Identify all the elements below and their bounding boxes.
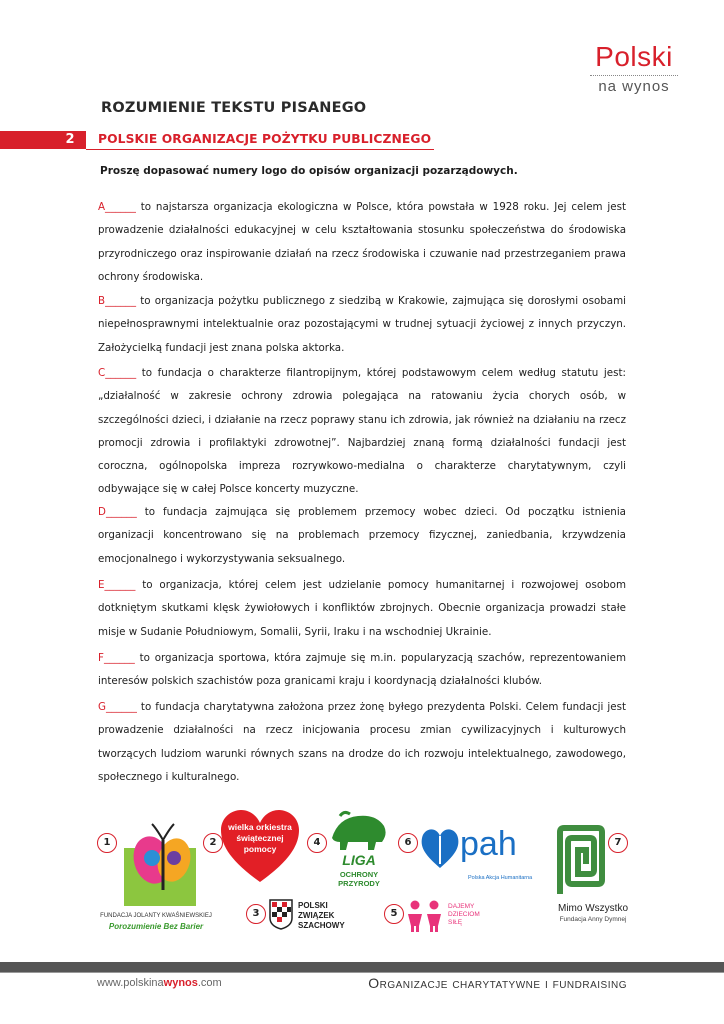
paragraph-a bbox=[98, 196, 626, 289]
paragraph-d-text: to fundacja zajmująca się problemem przemocy wobec dzieci. Od początku istnienia organizacji koncentrowano się na problemach przemocy fizycznej, zaniedbania, krzywdzenia emocjonalnego i wykorzystywania seksualnego. bbox=[98, 506, 626, 565]
brand-logo bbox=[584, 42, 684, 95]
pah-hands-icon bbox=[418, 824, 464, 872]
logo-3-number: 3 bbox=[246, 904, 266, 924]
footer-bar bbox=[0, 962, 724, 972]
logo-5-number: 5 bbox=[384, 904, 404, 924]
exercise-instruction: Proszę dopasować numery logo do opisów organizacji pozarządowych. bbox=[100, 165, 518, 177]
paragraph-g bbox=[98, 696, 626, 789]
brand-tagline: na wynos bbox=[598, 78, 670, 95]
logo-2-number: 2 bbox=[203, 833, 223, 853]
exercise-number: 2 bbox=[65, 132, 75, 147]
footer-url[interactable]: www.polskinawynos.com bbox=[97, 977, 222, 989]
paragraph-f-text: to organizacja sportowa, która zajmuje się m.in. popularyzacją szachów, reprezentowaniem interesów polskich szachistów poza granicami kraju i koordynacją działalności klubów. bbox=[98, 652, 626, 688]
logo-3-caption-2: ZWIĄZEK bbox=[298, 911, 335, 920]
logo-2-caption-1: wielka orkiestra bbox=[228, 822, 292, 832]
answer-blank-c[interactable]: C______ bbox=[98, 367, 137, 379]
logo-1-number: 1 bbox=[97, 833, 117, 853]
logo-5-caption-2: DZIECIOM bbox=[448, 911, 480, 918]
answer-blank-b[interactable]: B______ bbox=[98, 295, 136, 307]
children-icon bbox=[405, 900, 445, 932]
bison-icon bbox=[330, 808, 390, 852]
spiral-icon bbox=[556, 824, 606, 900]
logo-1-caption-2: Porozumienie Bez Barier bbox=[108, 922, 204, 931]
logo-4-caption-3: PRZYRODY bbox=[338, 879, 380, 888]
answer-blank-d[interactable]: D______ bbox=[98, 506, 137, 518]
logo-3-caption-3: SZACHOWY bbox=[298, 921, 345, 930]
logo-5-caption-3: SIŁĘ bbox=[448, 919, 463, 926]
exercise-title: POLSKIE ORGANIZACJE POŻYTKU PUBLICZNEGO bbox=[98, 132, 432, 146]
paragraph-b bbox=[98, 290, 626, 360]
paragraph-f bbox=[98, 647, 626, 694]
logo-4-caption-1: LIGA bbox=[342, 852, 376, 868]
logo-7-caption-2: Fundacja Anny Dymnej bbox=[559, 916, 627, 923]
footer-line bbox=[0, 972, 724, 973]
logo-5-caption-1: DAJEMY bbox=[448, 903, 475, 910]
paragraph-b-text: to organizacja pożytku publicznego z siedzibą w Krakowie, zajmująca się dorosłymi osobami niepełnosprawnymi intelektualnie oraz pozostającymi w trudnej sytuacji życiowej z innych przyczyn. Założycielką fundacji jest znana polska aktorka. bbox=[98, 295, 626, 354]
brand-name: Polski bbox=[595, 41, 673, 72]
logo-6-caption-2: Polska Akcja Humanitarna bbox=[468, 875, 533, 881]
logo-4-number: 4 bbox=[307, 833, 327, 853]
answer-blank-e[interactable]: E______ bbox=[98, 579, 136, 591]
paragraph-d bbox=[98, 501, 626, 571]
section-title: ROZUMIENIE TEKSTU PISANEGO bbox=[101, 100, 367, 116]
brand-divider bbox=[590, 75, 678, 76]
logo-1-caption-1: FUNDACJA JOLANTY KWAŚNIEWSKIEJ bbox=[100, 913, 212, 919]
answer-blank-f[interactable]: F______ bbox=[98, 652, 135, 664]
paragraph-c-text: to fundacja o charakterze filantropijnym, której podstawowym celem według statutu jest: „działalność w zakresie ochrony zdrowia polegająca na ratowaniu życia chorych osób, w szczególności dzieci, i działanie na rzecz poprawy stanu ich zdrowia, jak również na działaniu na rzecz promocji zdrowia i profilaktyki zdrowotnej”. Najbardziej znaną formą działalności fundacji jest coroczna, ogólnopolska impreza rozrywkowo-medialna o charakterze charytatywnym, czyli odbywające się w całej Polsce koncerty muzyczne. bbox=[98, 367, 626, 496]
logo-2-caption-2: świątecznej bbox=[236, 833, 284, 843]
paragraph-g-text: to fundacja charytatywna założona przez żonę byłego prezydenta Polski. Celem fundacji jest prowadzenie działalności na rzecz inicjowania procesu zmian cywilizacyjnych i kulturowych tworzących ludziom warunki równych szans na drodze do ich rozwoju intelektualnego, zawodowego, społecznego i kulturalnego. bbox=[98, 701, 626, 783]
paragraph-e-text: to organizacja, której celem jest udzielanie pomocy humanitarnej i rozwojowej osobom dotkniętym skutkami klęsk żywiołowych i konfliktów zbrojnych. Obecnie organizacja prowadzi stałe misje w Sudanie Południowym, Somalii, Syrii, Iraku i na wschodniej Ukrainie. bbox=[98, 579, 626, 638]
footer-title: Organizacje charytatywne i fundraising bbox=[368, 975, 627, 991]
answer-blank-a[interactable]: A______ bbox=[98, 201, 136, 213]
logo-2-caption-3: pomocy bbox=[243, 844, 277, 854]
logos-area bbox=[0, 800, 724, 950]
logo-6-caption-1: pah bbox=[460, 825, 517, 863]
paragraph-c bbox=[98, 362, 626, 502]
logo-7-caption-1: Mimo Wszystko bbox=[558, 903, 628, 914]
paragraph-a-text: to najstarsza organizacja ekologiczna w Polsce, która powstała w 1928 roku. Jej celem jest prowadzenie działalności edukacyjnej w celu kształtowania stosunku społeczeństwa do środowiska przyrodniczego oraz inspirowanie działań na rzecz środowiska i czuwanie nad przestrzeganiem prawa ochrony środowiska. bbox=[98, 201, 626, 283]
logo-4-caption-2: OCHRONY bbox=[339, 870, 379, 879]
exercise-underline bbox=[86, 149, 434, 150]
butterfly-icon bbox=[116, 820, 206, 910]
logo-3-caption-1: POLSKI bbox=[298, 901, 328, 910]
answer-blank-g[interactable]: G______ bbox=[98, 701, 137, 713]
logo-6-number: 6 bbox=[398, 833, 418, 853]
paragraph-e bbox=[98, 574, 626, 644]
chessboard-icon bbox=[268, 898, 294, 930]
logo-7-number: 7 bbox=[608, 833, 628, 853]
